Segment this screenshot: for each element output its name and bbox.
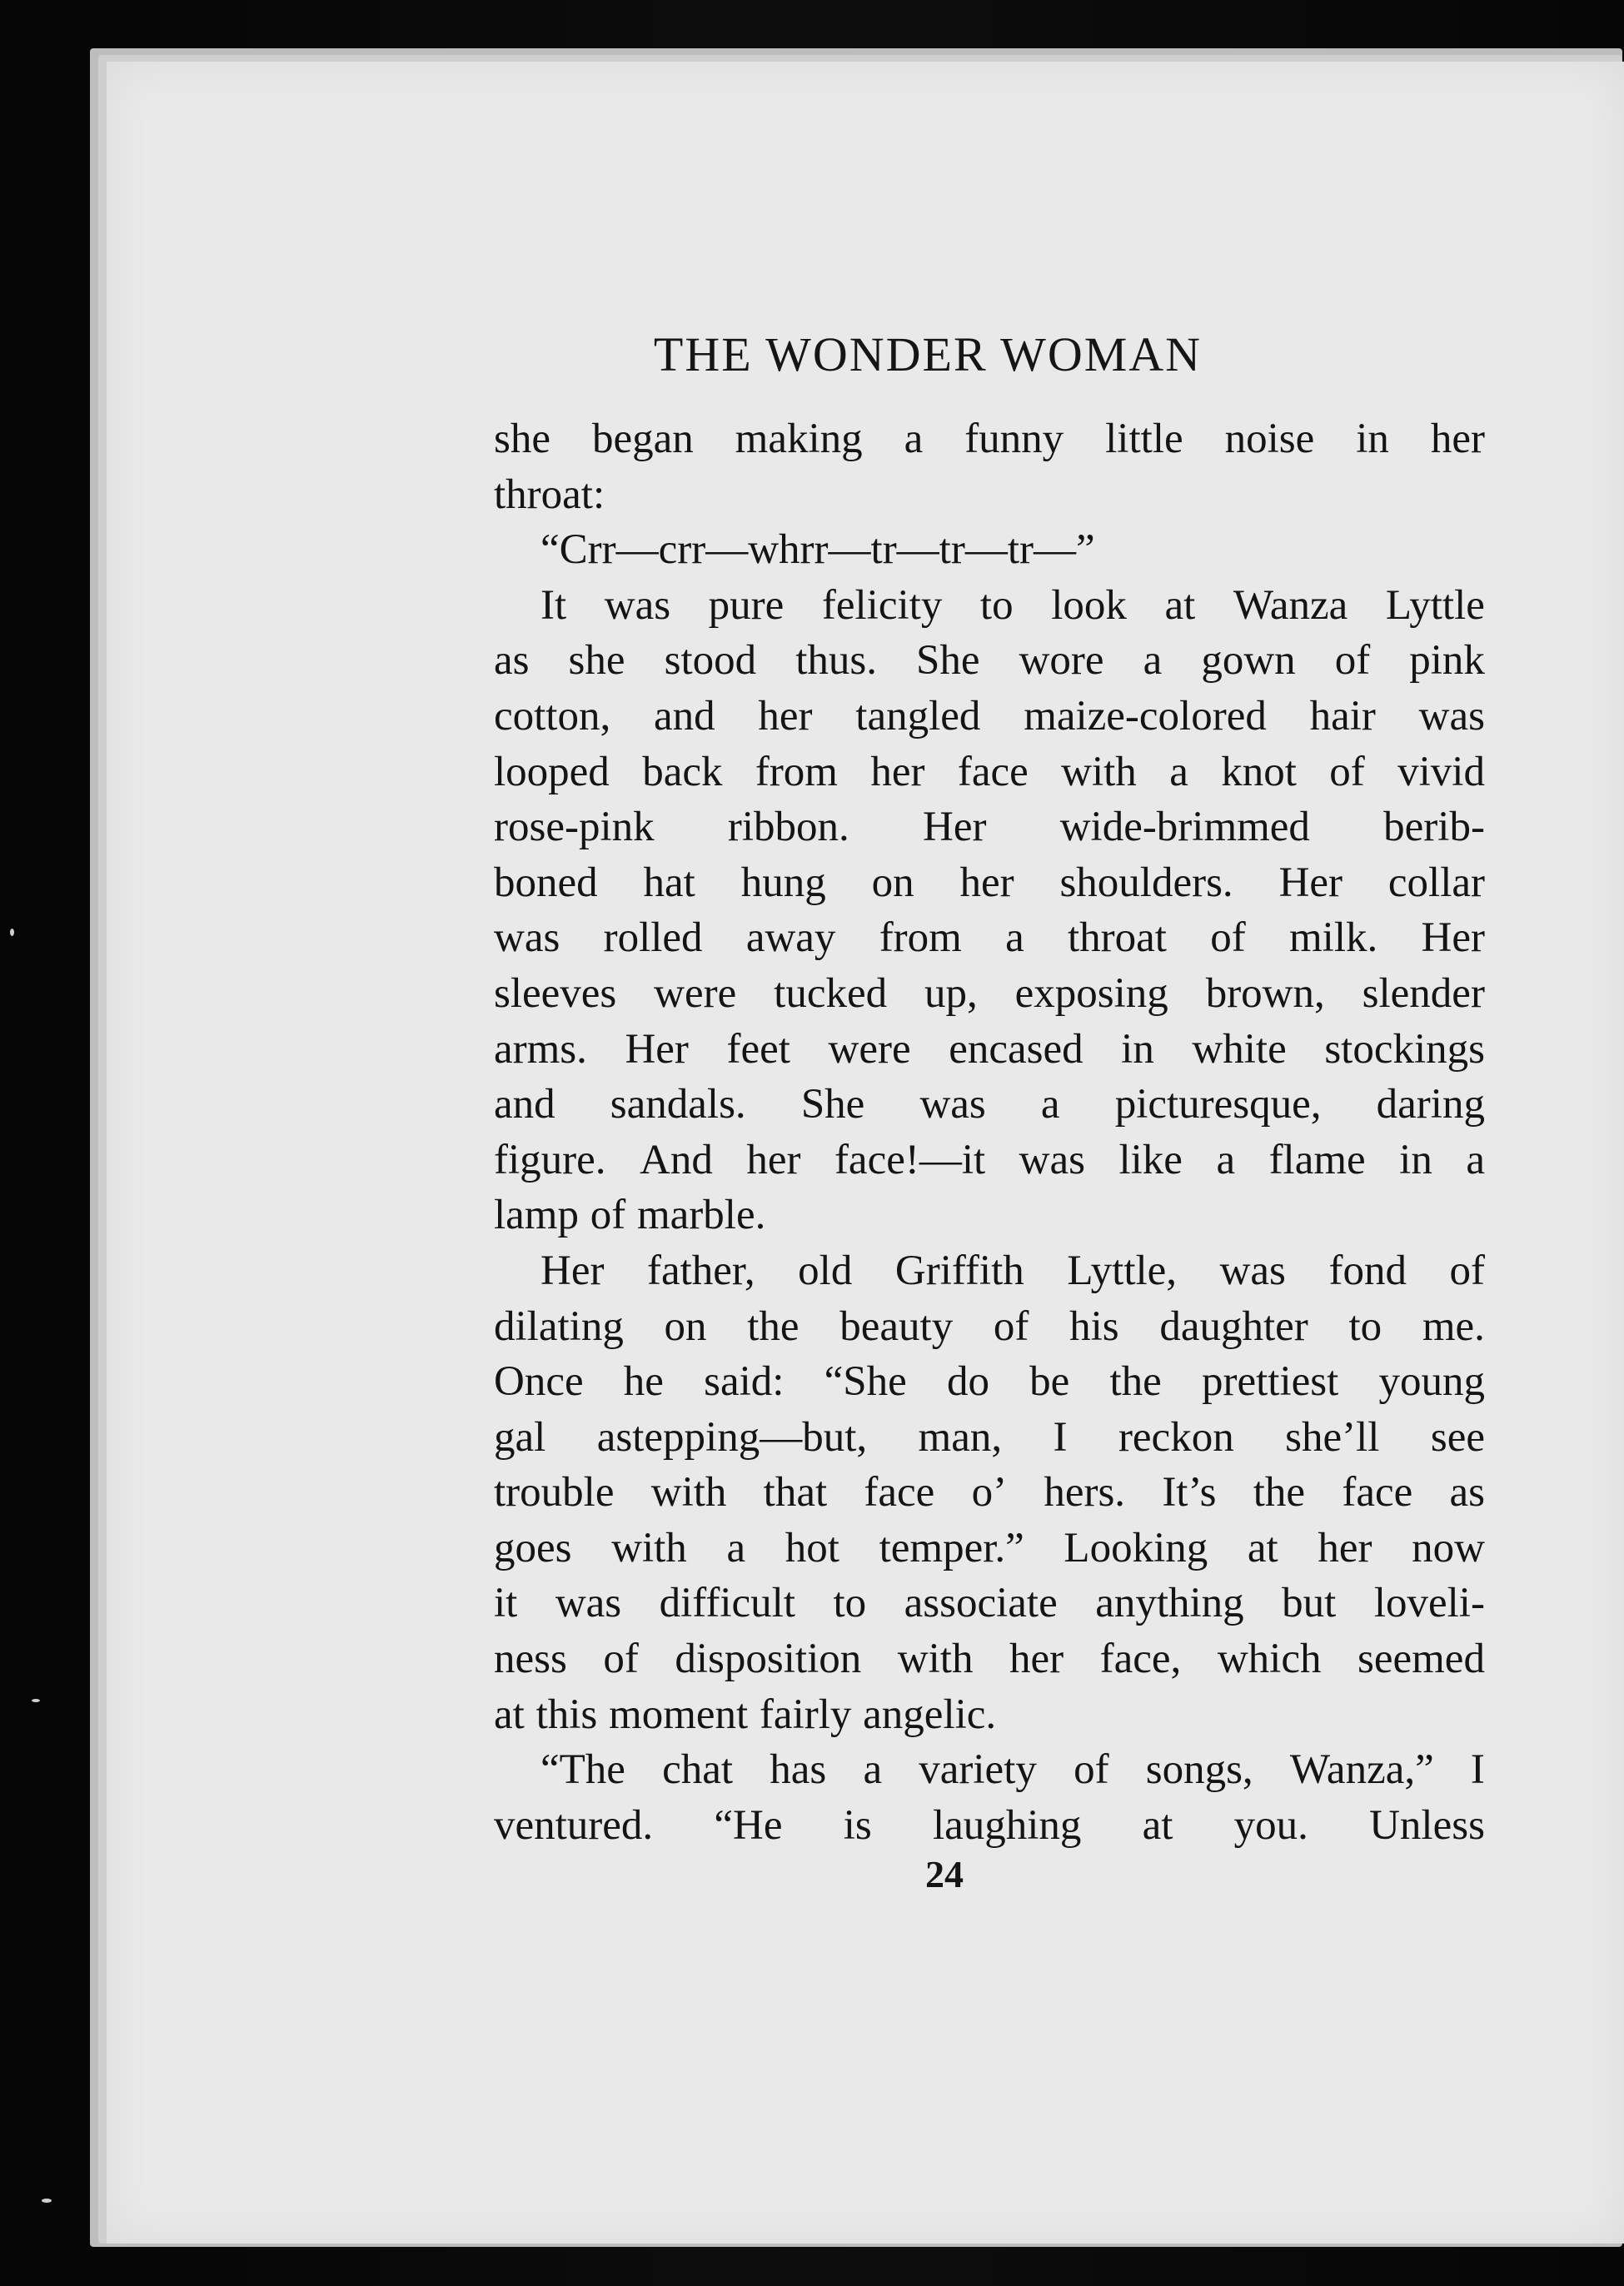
- word: her: [870, 748, 925, 795]
- word: milk.: [1289, 914, 1378, 962]
- word: you.: [1233, 1801, 1308, 1849]
- word: hers.: [1044, 1469, 1126, 1517]
- text-line: [494, 966, 1485, 1022]
- text-line: [494, 1465, 1485, 1521]
- word: She: [800, 1081, 865, 1128]
- text-line: [494, 1188, 1485, 1243]
- word: lamp: [494, 1192, 579, 1239]
- word: a: [726, 1524, 746, 1571]
- word: which: [1217, 1636, 1322, 1683]
- word: prettiest: [1201, 1358, 1339, 1406]
- word: it: [494, 1580, 518, 1627]
- word: little: [1105, 416, 1183, 462]
- word: at: [1142, 1801, 1173, 1849]
- word: face: [957, 748, 1029, 795]
- word: his: [1069, 1302, 1119, 1350]
- word: with: [1061, 748, 1137, 795]
- word: marble.: [637, 1192, 766, 1239]
- word: and: [654, 692, 715, 740]
- word: face: [864, 1469, 935, 1517]
- word: sandals.: [610, 1081, 746, 1128]
- word: hat: [643, 859, 695, 906]
- word: She: [916, 637, 980, 685]
- word: reckon: [1118, 1413, 1234, 1461]
- word: anything: [1095, 1580, 1244, 1627]
- text-line: [494, 1077, 1485, 1133]
- word: laughing: [932, 1801, 1082, 1849]
- word: to: [833, 1580, 867, 1627]
- word: from: [755, 748, 838, 795]
- word: Wanza,”: [1289, 1746, 1434, 1794]
- word: fairly: [759, 1691, 852, 1738]
- scan-speck: [32, 1699, 40, 1702]
- word: with: [897, 1636, 974, 1683]
- scan-speck: [10, 929, 14, 936]
- word: and: [494, 1081, 555, 1128]
- word: collar: [1387, 859, 1485, 906]
- text-line: [494, 633, 1485, 689]
- word: the: [1253, 1469, 1306, 1517]
- word: from: [879, 914, 962, 962]
- word: of: [1449, 1247, 1485, 1294]
- word: throat: [1068, 914, 1167, 962]
- word: It: [541, 581, 567, 629]
- word: a: [1169, 748, 1188, 795]
- word: that: [763, 1469, 828, 1517]
- word: cotton,: [494, 692, 611, 740]
- word: figure.: [494, 1136, 606, 1183]
- word: face,: [1099, 1636, 1182, 1683]
- word: her: [959, 859, 1014, 906]
- word: variety: [919, 1746, 1037, 1794]
- word: stood: [664, 637, 757, 685]
- word: her: [1318, 1524, 1372, 1571]
- word: It’s: [1162, 1469, 1217, 1517]
- text-line: [494, 1410, 1485, 1466]
- word: on: [871, 859, 914, 906]
- word: boned: [494, 859, 598, 906]
- text-line: [494, 1521, 1485, 1576]
- word: was: [604, 581, 671, 629]
- word: daughter: [1159, 1302, 1308, 1350]
- word: were: [828, 1025, 911, 1073]
- text-line: [494, 1354, 1485, 1410]
- word: maize-colored: [1024, 692, 1267, 740]
- word: felicity: [821, 581, 943, 629]
- word: slender: [1362, 969, 1485, 1017]
- word: difficult: [659, 1580, 795, 1627]
- word: like: [1118, 1136, 1183, 1183]
- word: o’: [971, 1469, 1008, 1517]
- word: was: [1219, 1247, 1286, 1294]
- word: pure: [708, 581, 785, 629]
- word: see: [1430, 1413, 1485, 1461]
- word: Her: [1421, 914, 1485, 962]
- word: feet: [726, 1025, 790, 1073]
- word: stockings: [1324, 1025, 1485, 1073]
- word: the: [747, 1302, 800, 1350]
- text-line: [494, 1243, 1485, 1299]
- word: Once: [494, 1358, 584, 1406]
- word: look: [1051, 581, 1127, 629]
- word: rolled: [603, 914, 703, 962]
- word: was: [919, 1081, 986, 1128]
- text-line: [494, 1687, 1485, 1743]
- word: her: [746, 1136, 801, 1183]
- word: began: [591, 416, 694, 462]
- text-line: [494, 522, 1485, 578]
- word: of: [993, 1302, 1029, 1350]
- word: young: [1378, 1358, 1485, 1406]
- word: shoulders.: [1059, 859, 1233, 906]
- text-line: [494, 467, 1485, 523]
- word: Looking: [1064, 1524, 1208, 1571]
- word: throat:: [494, 471, 605, 518]
- word: at: [1164, 581, 1196, 629]
- word: temper.”: [879, 1524, 1024, 1571]
- word: Wanza: [1233, 581, 1348, 629]
- word: she’ll: [1285, 1413, 1380, 1461]
- word: dilating: [494, 1302, 624, 1350]
- text-line: [494, 578, 1485, 634]
- word: a: [1040, 1081, 1060, 1128]
- word: is: [843, 1801, 872, 1849]
- word: at: [494, 1691, 525, 1738]
- text-line: [494, 910, 1485, 966]
- word: of: [1074, 1746, 1109, 1794]
- word: Her: [923, 804, 987, 851]
- text-line: [494, 745, 1485, 800]
- word: goes: [494, 1524, 572, 1571]
- word: astepping—but,: [596, 1413, 868, 1461]
- word: away: [745, 914, 836, 962]
- word: was: [555, 1580, 622, 1627]
- word: vivid: [1397, 748, 1485, 795]
- word: were: [654, 969, 737, 1017]
- word: flame: [1268, 1136, 1366, 1183]
- page-number: 24: [925, 1853, 964, 1895]
- word: ventured.: [494, 1801, 654, 1849]
- word: funny: [964, 416, 1064, 462]
- text-line: [494, 1742, 1485, 1798]
- word: thus.: [795, 637, 877, 685]
- word: Unless: [1369, 1801, 1485, 1849]
- word: of: [1334, 637, 1371, 685]
- word: father,: [647, 1247, 755, 1294]
- word: a: [1143, 637, 1163, 685]
- word: be: [1029, 1358, 1070, 1406]
- word: face: [1342, 1469, 1413, 1517]
- word: knot: [1221, 748, 1297, 795]
- word: as: [494, 637, 530, 685]
- text-line: [494, 799, 1485, 855]
- word: wore: [1019, 637, 1104, 685]
- word: fond: [1328, 1247, 1407, 1294]
- word: Lyttle: [1385, 581, 1485, 629]
- word: but: [1282, 1580, 1337, 1627]
- word: he: [623, 1358, 664, 1406]
- word: hot: [785, 1524, 839, 1571]
- word: she: [568, 637, 625, 685]
- word: gown: [1201, 637, 1296, 685]
- word: tangled: [855, 692, 981, 740]
- text-line: [494, 1022, 1485, 1078]
- word: beauty: [839, 1302, 954, 1350]
- word: with: [611, 1524, 687, 1571]
- word: as: [1449, 1469, 1485, 1517]
- word: berib-: [1383, 804, 1485, 851]
- word: the: [1109, 1358, 1162, 1406]
- book-page: [107, 62, 1624, 2244]
- word: was: [1418, 692, 1485, 740]
- word: white: [1192, 1025, 1287, 1073]
- word: picturesque,: [1114, 1081, 1322, 1128]
- word: And: [640, 1136, 713, 1183]
- word: in: [1399, 1136, 1432, 1183]
- word: loveli-: [1373, 1580, 1485, 1627]
- word: in: [1356, 416, 1389, 462]
- word: making: [735, 416, 863, 462]
- word: arms.: [494, 1025, 587, 1073]
- scan-speck: [42, 2199, 52, 2203]
- word: now: [1412, 1524, 1485, 1571]
- word: of: [603, 1636, 639, 1683]
- word: I: [1053, 1413, 1068, 1461]
- word: me.: [1422, 1302, 1485, 1350]
- word: moment: [609, 1691, 749, 1738]
- text-line: [494, 411, 1485, 467]
- word: pink: [1409, 637, 1485, 685]
- word: I: [1470, 1746, 1485, 1794]
- word: old: [798, 1247, 853, 1294]
- word: a: [904, 416, 924, 462]
- word: to: [1348, 1302, 1382, 1350]
- word: a: [1216, 1136, 1236, 1183]
- word: “He: [714, 1801, 783, 1849]
- word: do: [946, 1358, 989, 1406]
- body-text: [494, 411, 1485, 1853]
- word: was: [1019, 1136, 1085, 1183]
- text-line: [494, 1133, 1485, 1188]
- word: of: [1210, 914, 1246, 962]
- word: her: [1009, 1636, 1064, 1683]
- text-line: [494, 855, 1485, 911]
- word: wide-brimmed: [1059, 804, 1310, 851]
- word: face!—it: [834, 1136, 986, 1183]
- word: daring: [1376, 1081, 1485, 1128]
- word: exposing: [1014, 969, 1168, 1017]
- word: to: [979, 581, 1014, 629]
- word: of: [590, 1192, 626, 1239]
- word: Her: [541, 1247, 605, 1294]
- running-head: THE WONDER WOMAN: [653, 327, 1203, 381]
- word: at: [1247, 1524, 1278, 1571]
- word: her: [758, 692, 813, 740]
- word: a: [1005, 914, 1024, 962]
- text-line: [494, 1798, 1485, 1854]
- word: Her: [1278, 859, 1343, 906]
- word: “The: [541, 1746, 625, 1794]
- text-line: [494, 1576, 1485, 1631]
- word: angelic.: [863, 1691, 997, 1738]
- text-line: [494, 1631, 1485, 1687]
- word: has: [770, 1746, 827, 1794]
- word: this: [536, 1691, 598, 1738]
- word: trouble: [494, 1469, 615, 1517]
- word: associate: [904, 1580, 1058, 1627]
- word: a: [863, 1746, 883, 1794]
- word: brown,: [1205, 969, 1325, 1017]
- word: gal: [494, 1413, 546, 1461]
- word: Griffith: [894, 1247, 1024, 1294]
- word: Lyttle,: [1067, 1247, 1178, 1294]
- word: on: [664, 1302, 707, 1350]
- word: tucked: [774, 969, 888, 1017]
- word: of: [1329, 748, 1365, 795]
- word: noise: [1224, 416, 1315, 462]
- word: disposition: [675, 1636, 862, 1683]
- word: encased: [949, 1025, 1083, 1073]
- word: Her: [625, 1025, 689, 1073]
- word: hung: [740, 859, 826, 906]
- word: back: [642, 748, 723, 795]
- word: sleeves: [494, 969, 617, 1017]
- word: “She: [824, 1358, 907, 1406]
- word: she: [494, 416, 550, 462]
- word: chat: [662, 1746, 734, 1794]
- word: hair: [1309, 692, 1376, 740]
- word: a: [1466, 1136, 1485, 1183]
- word: with: [650, 1469, 727, 1517]
- text-line: [494, 1299, 1485, 1355]
- word: “Crr—crr—whrr—tr—tr—tr—”: [541, 526, 1095, 574]
- word: said:: [704, 1358, 785, 1406]
- word: rose-pink: [494, 804, 655, 851]
- text-line: [494, 689, 1485, 745]
- word: her: [1430, 416, 1485, 462]
- word: up,: [924, 969, 978, 1017]
- word: man,: [918, 1413, 1003, 1461]
- word: seemed: [1357, 1636, 1485, 1683]
- word: in: [1121, 1025, 1154, 1073]
- word: ness: [494, 1636, 567, 1683]
- word: looped: [494, 748, 610, 795]
- word: songs,: [1145, 1746, 1253, 1794]
- word: was: [494, 914, 560, 962]
- word: ribbon.: [727, 804, 849, 851]
